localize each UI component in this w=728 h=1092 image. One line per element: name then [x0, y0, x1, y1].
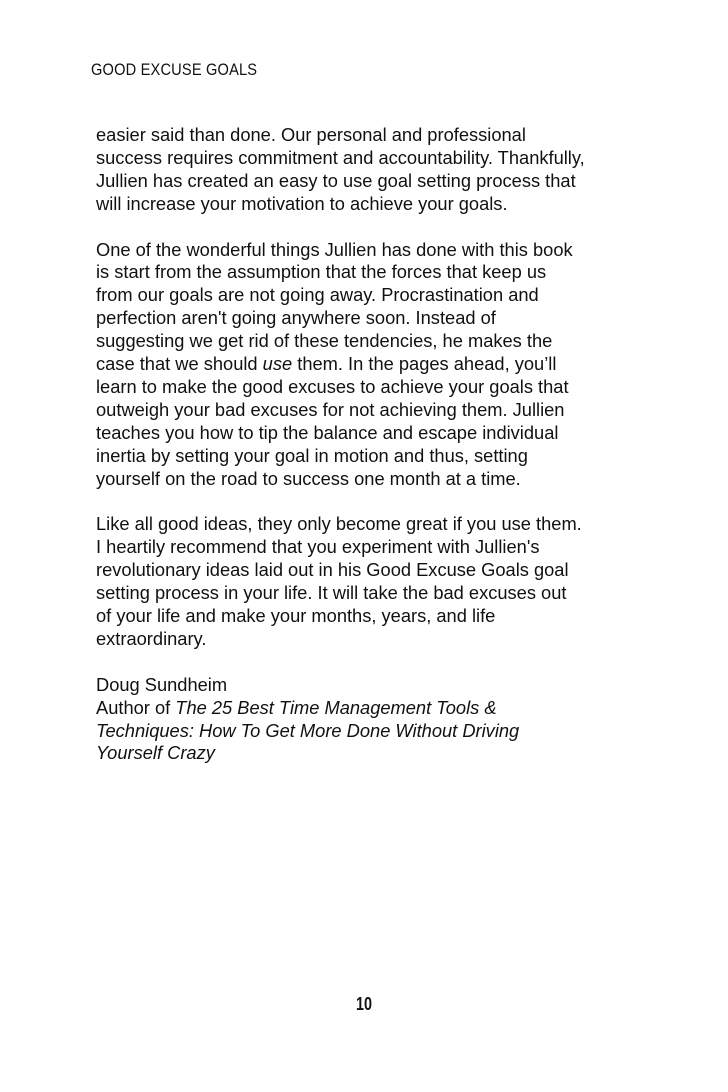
text-line: will increase your motivation to achieve your goals.	[96, 192, 508, 214]
book-title-part: The 25 Best Time Management Tools &	[175, 696, 497, 718]
text-line: yourself on the road to success one month at a time.	[96, 467, 521, 489]
text-run: them. In the pages ahead, you’ll	[292, 353, 557, 375]
text-line: setting process in your life. It will take the bad excuses out	[96, 582, 567, 604]
text-line: extraordinary.	[96, 627, 207, 649]
text-line: teaches you how to tip the balance and escape individual	[96, 421, 559, 443]
book-title-part: Yourself Crazy	[96, 742, 215, 764]
text-line: One of the wonderful things Jullien has done with this book	[96, 238, 573, 260]
signature-block	[96, 674, 656, 766]
text-line: learn to make the good excuses to achieve your goals that	[96, 375, 569, 397]
paragraph-3	[96, 513, 656, 650]
author-credit-line	[96, 697, 656, 720]
text-line: perfection aren't going anywhere soon. Instead of	[96, 307, 496, 329]
running-header: GOOD EXCUSE GOALS	[91, 60, 258, 79]
author-name: Doug Sundheim	[96, 673, 228, 695]
text-line: from our goals are not going away. Procrastination and	[96, 284, 539, 306]
text-line: success requires commitment and accountability. Thankfully,	[96, 146, 585, 168]
text-line: easier said than done. Our personal and professional	[96, 124, 526, 145]
paragraph-2	[96, 239, 656, 491]
book-title-part: Techniques: How To Get More Done Without Driving	[96, 719, 520, 741]
text-line: I heartily recommend that you experiment with Jullien's	[96, 536, 540, 558]
text-run: case that we should	[96, 353, 263, 375]
text-line-with-emphasis	[96, 353, 656, 376]
text-line: revolutionary ideas laid out in his Good Excuse Goals goal	[96, 559, 569, 581]
text-line: suggesting we get rid of these tendencies, he makes the	[96, 330, 553, 352]
text-line: Like all good ideas, they only become great if you use them.	[96, 513, 582, 535]
text-line: outweigh your bad excuses for not achieving them. Jullien	[96, 398, 565, 420]
paragraph-1	[96, 124, 656, 216]
text-line: inertia by setting your goal in motion and thus, setting	[96, 444, 528, 466]
text-line: is start from the assumption that the forces that keep us	[96, 261, 547, 283]
foreword-text	[96, 124, 656, 765]
text-line: of your life and make your months, years, and life	[96, 605, 496, 626]
text-line: Jullien has created an easy to use goal setting process that	[96, 169, 576, 191]
author-prefix: Author of	[96, 696, 176, 718]
emphasized-word: use	[262, 353, 293, 375]
page-number: 10	[355, 994, 373, 1014]
